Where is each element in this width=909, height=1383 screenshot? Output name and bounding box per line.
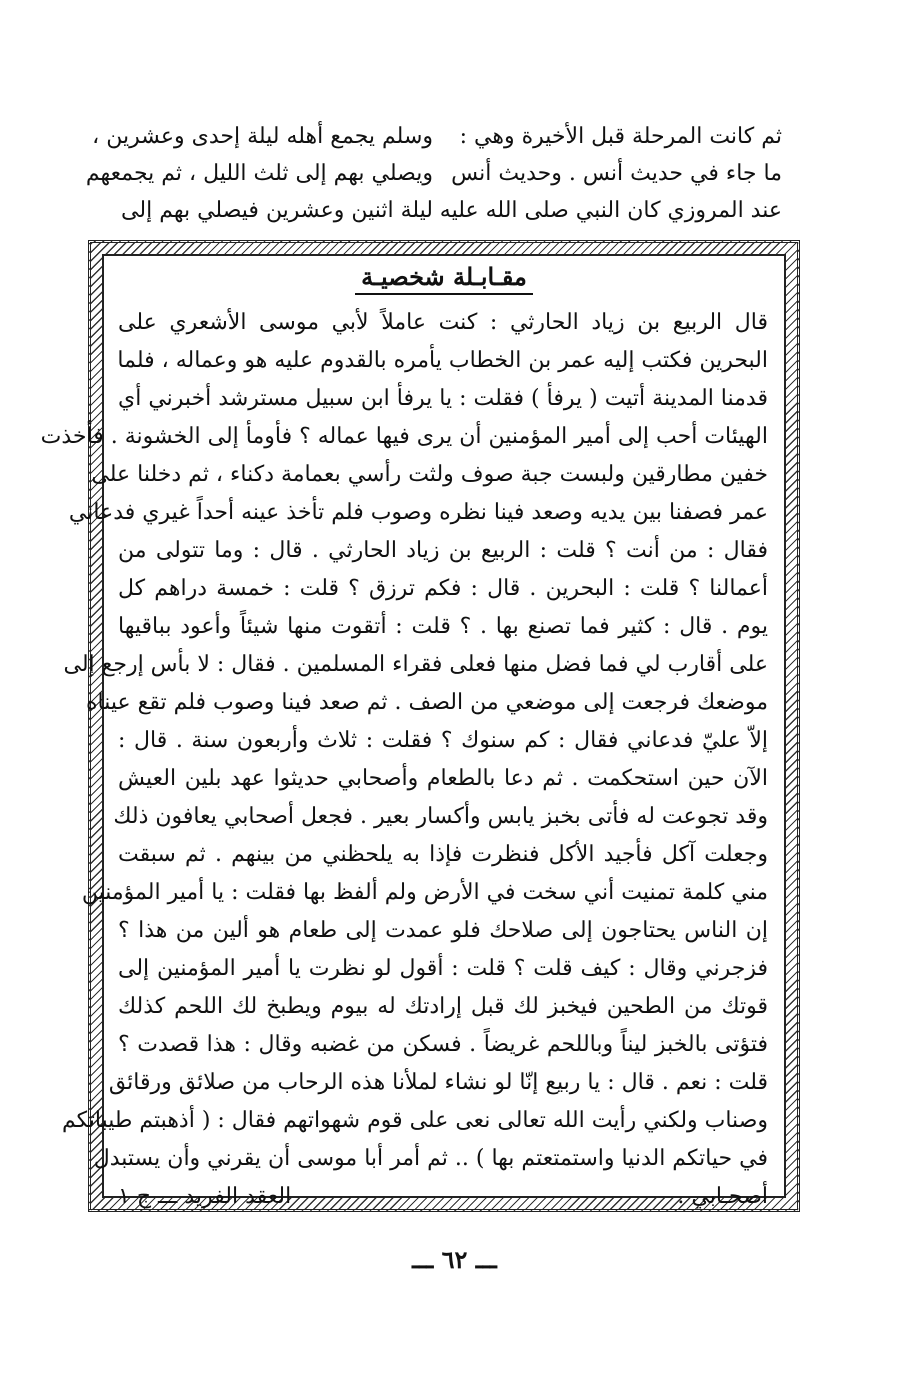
text-line: ليلة اثنين وعشرين فيصلي بهم إلى bbox=[121, 198, 433, 223]
text-line: قال الربيع بن زياد الحارثي : كنت عاملاً لأبي موسى الأشعري على bbox=[118, 310, 768, 335]
text-line: إن الناس يحتاجون إلى صلاحك فلو عمدت إلى طعام هو ألين من هذا ؟ bbox=[118, 918, 768, 943]
text-line: ويصلي بهم إلى ثلث الليل ، ثم يجمعهم bbox=[85, 161, 433, 186]
text-line: وسلم يجمع أهله ليلة إحدى وعشرين ، bbox=[92, 124, 433, 149]
text-line: ما جاء في حديث أنس . وحديث أنس bbox=[451, 161, 782, 186]
text-line: قدمنا المدينة أتيت ( يرفأ ) فقلت : يا يرفأ ابن سبيل مسترشد أخبرني أي bbox=[118, 386, 768, 411]
text-line: يوم . قال : كثير فما تصنع بها . ؟ قلت : أتقوت منها شيئاً وأعود بباقيها bbox=[118, 614, 768, 639]
text-line: عمر فصفنا بين يديه وصعد فينا نظره وصوب فلم تأخذ عينه أحداً غيري فدعاني bbox=[68, 500, 768, 525]
text-line: قوتك من الطحين فيخبز لك قبل إرادتك له بيوم ويطبخ لك اللحم كذلك bbox=[118, 994, 768, 1019]
text-line: في حياتكم الدنيا واستمتعتم بها ) .. ثم أمر أبا موسى أن يقرني وأن يستبدل bbox=[93, 1146, 768, 1171]
source-citation: العقد الفريد ـــ ج ١ bbox=[118, 1184, 292, 1209]
text-line: وقد تجوعت له فأتى بخبز يابس وأكسار بعير . فجعل أصحابي يعافون ذلك bbox=[113, 804, 768, 829]
boxed-article bbox=[40, 254, 786, 1209]
text-line: فقال : من أنت ؟ قلت : الربيع بن زياد الحارثي . قال : وما تتولى من bbox=[118, 538, 768, 563]
article-body bbox=[40, 304, 768, 1216]
text-line: على أقارب لي فما فضل منها فعلى فقراء المسلمين . فقال : لا بأس إرجع إلى bbox=[63, 652, 768, 677]
text-line: البحرين فكتب إليه عمر بن الخطاب يأمره بالقدوم عليه هو وعماله ، فلما bbox=[117, 348, 768, 373]
text-line: مني كلمة تمنيت أني سخت في الأرض ولم ألفظ بها فقلت : يا أمير المؤمنين bbox=[81, 880, 768, 905]
text-line: أصحـابي . bbox=[677, 1184, 768, 1209]
text-line: قلت : نعم . قال : يا ربيع إنّا لو نشاء لملأنا هذه الرحاب من صلائق ورقائق bbox=[108, 1070, 768, 1095]
text-line: الآن حين استحكمت . ثم دعا بالطعام وأصحابي حديثوا عهد بلين العيش bbox=[118, 766, 768, 791]
text-line: موضعك فرجعت إلى موضعي من الصف . ثم صعد فينا وصوب فلم تقع عيناه bbox=[85, 690, 768, 715]
text-line: عند المروزي كان النبي صلى الله عليه bbox=[439, 198, 782, 223]
text-line: وصناب ولكني رأيت الله تعالى نعى على قوم شهواتهم فقال : ( أذهبتم طيباتكم bbox=[62, 1108, 768, 1133]
text-line: أعمالنا ؟ قلت : البحرين . قال : فكم ترزق ؟ قلت : خمسة دراهم كل bbox=[118, 576, 768, 601]
top-left-column bbox=[85, 118, 433, 229]
last-line bbox=[118, 1178, 768, 1216]
text-line: وجعلت آكل فأجيد الأكل فنظرت فإذا به يلحظني من بينهم . ثم سبقت bbox=[118, 842, 768, 867]
text-line: فزجرني وقال : كيف قلت ؟ قلت : أقول لو نظرت يا أمير المؤمنين إلى bbox=[118, 956, 768, 981]
top-right-column bbox=[439, 118, 782, 229]
box-title: مقـابـلة شخصيـة bbox=[104, 262, 784, 295]
decorative-frame bbox=[40, 240, 800, 1212]
text-line: فتؤتى بالخبز ليناً وباللحم غريضاً . فسكن من غضبه وقال : هذا قصدت ؟ bbox=[118, 1032, 768, 1057]
page-number: ـــ ٦٢ ـــ bbox=[412, 1245, 497, 1274]
text-line: الهيئات أحب إلى أمير المؤمنين أن يرى فيها عماله ؟ فأومأ إلى الخشونة . فأخذت bbox=[40, 424, 768, 449]
text-line: إلاّ عليّ فدعاني فقال : كم سنوك ؟ فقلت : ثلاث وأربعون سنة . قال : bbox=[118, 728, 768, 753]
text-line: خفين مطارقين ولبست جبة صوف ولثت رأسي بعمامة دكناء ، ثم دخلنا على bbox=[91, 462, 768, 487]
text-line: ثم كانت المرحلة قبل الأخيرة وهي : bbox=[459, 124, 782, 149]
